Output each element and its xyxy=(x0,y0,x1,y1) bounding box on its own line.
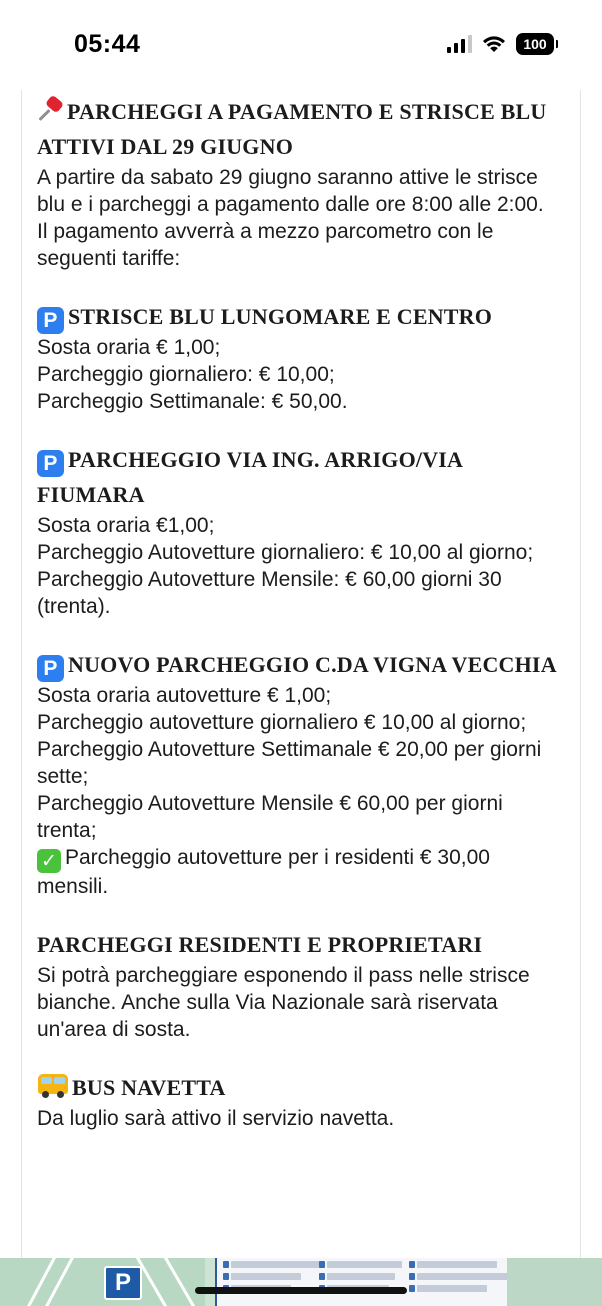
check-mark-icon: ✓ xyxy=(37,849,61,873)
body-line: Il pagamento avverrà a mezzo parcometro con le seguenti tariffe: xyxy=(37,220,494,270)
section-heading: PARCHEGGI A PAGAMENTO E STRISCE BLU ATTIVI DAL 29 GIUGNO xyxy=(37,94,566,164)
status-bar xyxy=(0,0,602,90)
section-blue-stripes xyxy=(37,299,566,415)
body-line: Parcheggio Autovetture Mensile: € 60,00 giorni 30 (trenta). xyxy=(37,568,502,618)
body-line: Si potrà parcheggiare esponendo il pass nelle strisce bianche. Anche sulla Via Nazionale sarà riservata un'area di sosta. xyxy=(37,964,530,1041)
status-time: 05:44 xyxy=(74,30,141,58)
body-line: Parcheggio Autovetture Settimanale € 20,00 per giorni sette; xyxy=(37,738,542,788)
body-line: Sosta oraria autovetture € 1,00; xyxy=(37,684,332,707)
body-line: Sosta oraria €1,00; xyxy=(37,514,215,537)
body-line-residents: ✓ Parcheggio autovetture per i residenti € 30,00 mensili. xyxy=(37,846,490,898)
section-body xyxy=(37,512,566,620)
body-line: Sosta oraria € 1,00; xyxy=(37,336,221,359)
section-vigna-vecchia xyxy=(37,647,566,900)
map-parking-marker: P xyxy=(104,1266,142,1300)
body-line: Parcheggio Autovetture Mensile € 60,00 per giorni trenta; xyxy=(37,792,503,842)
section-heading: P STRISCE BLU LUNGOMARE E CENTRO xyxy=(37,299,566,334)
body-line: Parcheggio giornaliero: € 10,00; xyxy=(37,363,335,386)
section-body xyxy=(37,334,566,415)
body-line: Parcheggio autovetture giornaliero € 10,00 al giorno; xyxy=(37,711,527,734)
status-icons xyxy=(447,32,554,56)
section-paid-parking xyxy=(37,90,566,272)
wifi-icon xyxy=(482,35,506,53)
parking-icon: P xyxy=(37,655,64,682)
section-heading: P PARCHEGGIO VIA ING. ARRIGO/VIA FIUMARA xyxy=(37,447,462,507)
body-line: Parcheggio Settimanale: € 50,00. xyxy=(37,390,348,413)
home-indicator[interactable] xyxy=(195,1287,407,1294)
section-residents xyxy=(37,927,566,1043)
map-image-preview[interactable] xyxy=(0,1258,602,1306)
body-line: Parcheggio Autovetture giornaliero: € 10,00 al giorno; xyxy=(37,541,534,564)
cellular-signal-icon xyxy=(447,35,472,53)
section-shuttle-bus xyxy=(37,1070,566,1132)
article-content[interactable] xyxy=(21,90,581,1258)
parking-icon: P xyxy=(37,450,64,477)
section-heading: P NUOVO PARCHEGGIO C.DA VIGNA VECCHIA xyxy=(37,647,566,682)
section-body xyxy=(37,164,566,272)
body-line: A partire da sabato 29 giugno saranno attive le strisce blu e i parcheggi a pagamento dalle ore 8:00 alle 2:00. xyxy=(37,166,544,216)
map-area xyxy=(507,1258,602,1306)
section-body xyxy=(37,682,566,900)
map-legend xyxy=(215,1258,509,1306)
parking-icon: P xyxy=(37,307,64,334)
map-area xyxy=(0,1258,205,1306)
section-heading: BUS NAVETTA xyxy=(37,1070,566,1105)
section-via-arrigo xyxy=(37,442,566,620)
section-body xyxy=(37,962,566,1043)
section-heading: PARCHEGGI RESIDENTI E PROPRIETARI xyxy=(37,932,483,957)
bus-icon xyxy=(37,1072,69,1100)
battery-icon: 100 xyxy=(516,33,554,55)
body-line: Da luglio sarà attivo il servizio navetta. xyxy=(37,1107,395,1130)
section-body xyxy=(37,1105,566,1132)
pushpin-icon xyxy=(37,96,65,122)
